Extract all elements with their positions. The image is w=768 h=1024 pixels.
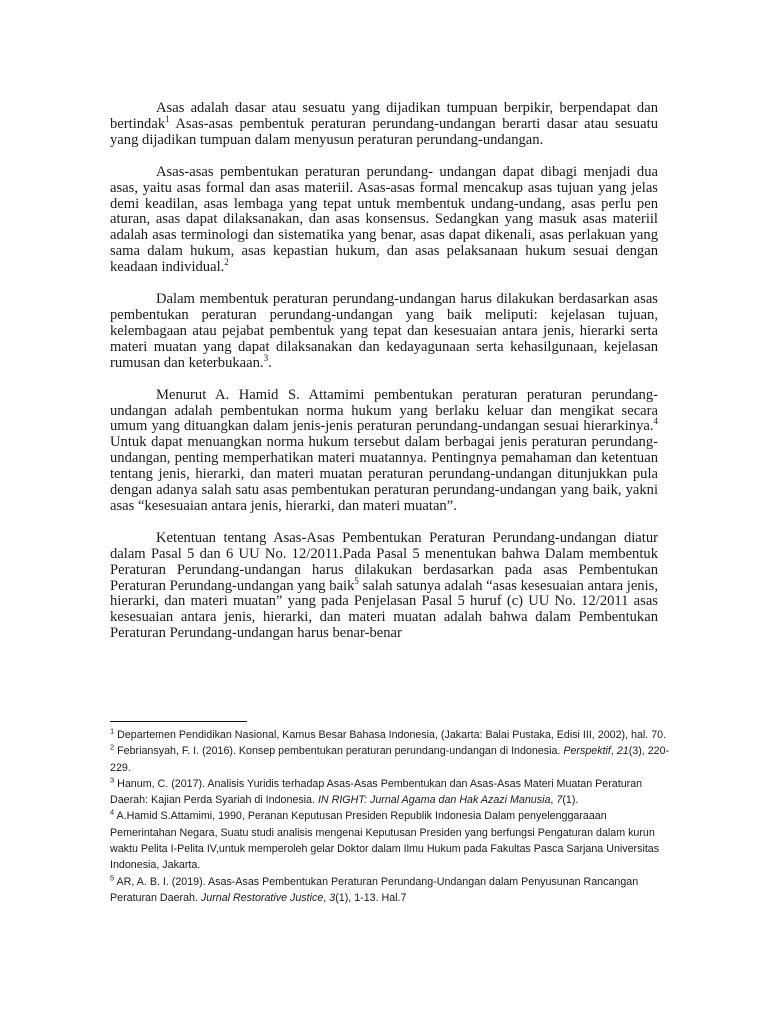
footnote-text: (1).	[562, 794, 579, 807]
journal-volume: 21	[616, 745, 629, 758]
journal-volume: 7	[556, 794, 563, 807]
journal-title: Jurnal Restorative Justice	[200, 891, 324, 904]
paragraph-text: Untuk dapat menuangkan norma hukum tersebut dalam berbagai jenis peraturan perundang-undangan, penting memperhatikan materi muatannya. Pentingnya pemahaman dan ketentuan tentang jenis, hierarki, dan materi muatan peraturan perundang-undangan ditunjukkan pula dengan adanya salah satu asas pembentukan peraturan perundang-undangan yang baik, yakni asas “kesesuaian antara jenis, hierarki, dan materi muatan”.	[110, 434, 658, 514]
footnote-text: AR, A. B. I. (2019). Asas-Asas Pembentukan Peraturan Perundang-Undangan dalam Penyusunan Rancangan Peraturan Daerah.	[110, 875, 639, 904]
paragraph-text: Dalam membentuk peraturan perundang-undangan harus dilakukan berdasarkan asas pembentukan peraturan perundang-undangan yang baik meliputi: kejelasan tujuan, kelembagaan atau pejabat pembentuk yang tepat dan kesesuaian antara jenis, hierarki serta materi muatan yang dapat dilaksanakan dan kedayagunaan serta kehasilgunaan, kejelasan rumusan dan keterbukaan.	[110, 291, 658, 371]
footnote-separator	[110, 721, 247, 722]
journal-volume: 3	[329, 891, 336, 904]
body-text	[110, 101, 658, 658]
paragraph-3	[110, 292, 658, 372]
footnote-number: 2	[110, 742, 115, 752]
footnote-5	[110, 874, 670, 907]
footnote-3	[110, 776, 670, 809]
footnote-1	[110, 727, 670, 743]
footnote-text: A.Hamid S.Attamimi, 1990, Peranan Keputusan Presiden Republik Indonesia Dalam penyelenggaraaan Pemerintahan Negara, Suatu studi analisis mengenai Keputusan Presiden yang berfungsi Pengaturan dalam kurun waktu Pelita I-Pelita IV,untuk memperoleh gelar Doktor dalam Ilmu Hukum pada Fakultas Pasca Sarjana Universitas Indonesia, Jakarta.	[110, 810, 660, 872]
paragraph-text: salah satunya adalah “asas kesesuaian antara jenis, hierarki, dan materi muatan” yang pada Penjelasan Pasal 5 huruf (c) UU No. 12/2011 asas kesesuaian antara jenis, hierarki, dan materi muatan adalah bahwa dalam Pembentukan Peraturan Perundang-undangan harus benar-benar	[110, 577, 658, 642]
footnote-text: (1), 1-13. Hal.7	[335, 891, 407, 904]
footnote-ref-5[interactable]: 5	[354, 575, 359, 586]
footnote-ref-3[interactable]: 3	[263, 352, 269, 363]
paragraph-2	[110, 165, 658, 276]
footnote-number: 1	[110, 726, 115, 736]
footnote-ref-1[interactable]: 1	[165, 114, 170, 125]
paragraph-4	[110, 388, 658, 515]
paragraph-text: Ketentuan tentang Asas-Asas Pembentukan Peraturan Perundang-undangan diatur dalam Pasal 5 dan 6 UU No. 12/2011.Pada Pasal 5 menentukan bahwa Dalam membentuk Peraturan Perundang-undangan harus dilakukan berdasarkan pada asas Pembentukan Peraturan Perundang-undangan yang baik	[110, 529, 658, 594]
journal-title: IN RIGHT: Jurnal Agama dan Hak Azazi Manusia	[317, 794, 551, 807]
footnote-text: ,	[610, 745, 617, 758]
footnote-number: 3	[110, 775, 115, 785]
footnotes	[110, 727, 670, 906]
paragraph-text: Asas-asas pembentuk peraturan perundang-undangan berarti dasar atau sesuatu yang dijadikan tumpuan dalam menyusun peraturan perundang-undangan.	[110, 115, 658, 148]
paragraph-5	[110, 531, 658, 642]
footnote-text: (3), 220-229.	[110, 745, 670, 774]
paragraph-text: Asas adalah dasar atau sesuatu yang dijadikan tumpuan berpikir, berpendapat dan bertindak	[110, 100, 658, 132]
footnote-text: Febriansyah, F. I. (2016). Konsep pembentukan peraturan perundang-undangan di Indonesia.	[114, 745, 564, 758]
journal-title: Perspektif	[563, 745, 611, 758]
footnote-text: Departemen Pendidikan Nasional, Kamus Besar Bahasa Indonesia, (Jakarta: Balai Pustaka, Edisi III, 2002), hal. 70.	[114, 729, 667, 741]
footnote-text: Hanum, C. (2017). Analisis Yuridis terhadap Asas-Asas Pembentukan dan Asas-Asas Materi Muatan Peraturan Daerah: Kajian Perda Syariah di Indonesia.	[110, 777, 643, 807]
footnote-number: 5	[110, 873, 115, 883]
footnote-text: ,	[323, 891, 330, 904]
footnote-number: 4	[110, 807, 115, 817]
paragraph-text: Asas-asas pembentukan peraturan perundang- undangan dapat dibagi menjadi dua asas, yaitu asas formal dan asas materiil. Asas-asas formal mencakup asas tujuan yang jelas demi keadilan, asas lembaga yang tepat untuk membentuk undang-undang, asas perlu pen aturan, asas dapat dilaksanakan, dan asas konsensus. Sedangkan yang masuk asas materiil adalah asas terminologi dan sistematika yang benar, asas dapat dikenali, asas perlakuan yang sama dalam hukum, asas kepastian hukum, dan asas pelaksanaan hukum sesuai dengan keadaan individual.	[110, 163, 658, 276]
footnote-text: ,	[550, 794, 557, 807]
paragraph-text: .	[268, 354, 272, 371]
footnote-ref-4[interactable]: 4	[653, 416, 658, 427]
paragraph-1	[110, 101, 658, 149]
paragraph-text: Menurut A. Hamid S. Attamimi pembentukan peraturan peraturan perundang-undangan adalah pembentukan norma hukum yang berlaku keluar dan mengikat secara umum yang dituangkan dalam jenis-jenis peraturan perundang-undangan sesuai hierarkinya.	[110, 386, 658, 435]
footnote-4	[110, 808, 670, 873]
footnote-ref-2[interactable]: 2	[224, 257, 229, 268]
footnote-2	[110, 743, 670, 776]
